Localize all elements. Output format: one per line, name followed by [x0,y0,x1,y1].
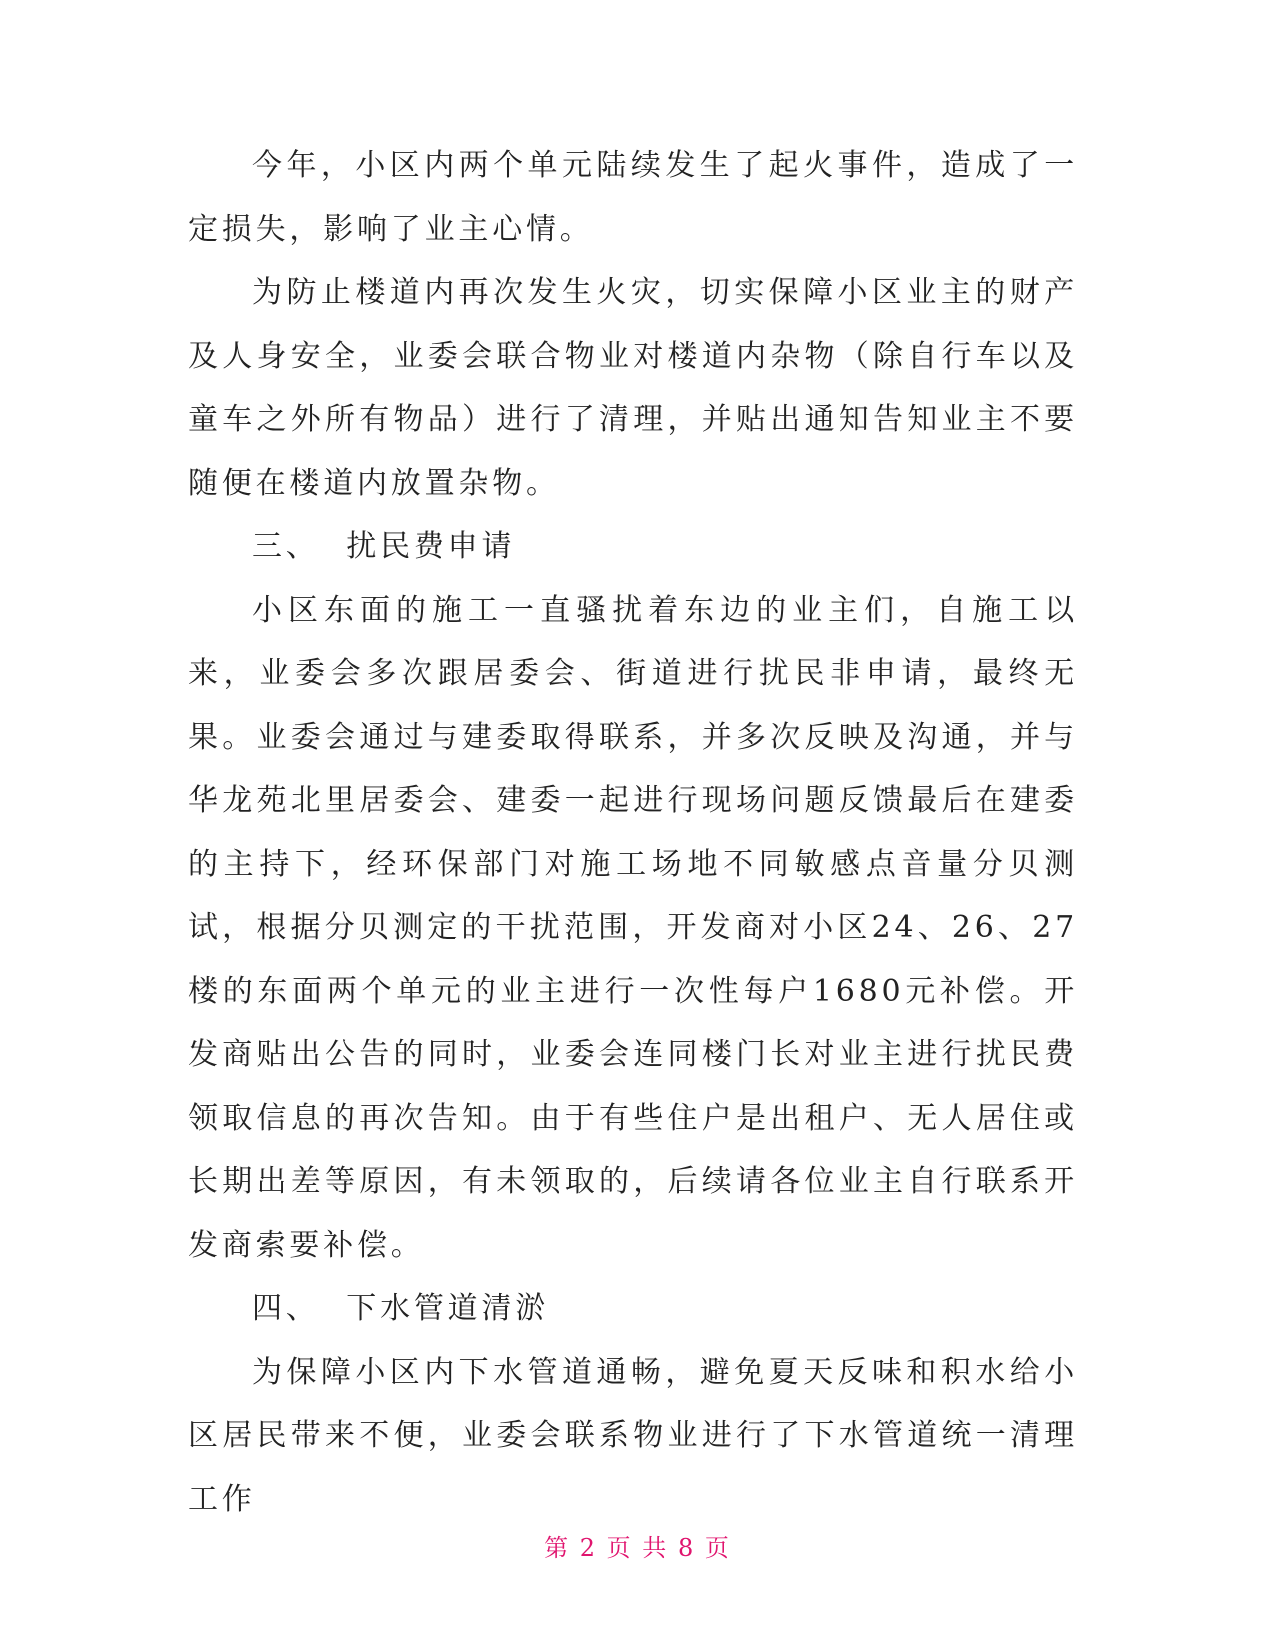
paragraph-fire-incidents: 今年，小区内两个单元陆续发生了起火事件，造成了一定损失，影响了业主心情。 [188,148,1078,247]
paragraph-sewer-cleaning: 为保障小区内下水管道通畅，避免夏天反味和积水给小区居民带来不便，业委会联系物业进行了下水管道统一清理工作 [188,1354,1078,1517]
section-heading-4: 四、 下水管道清淤 [252,1291,550,1326]
section-heading-3: 三、 扰民费申请 [252,529,516,564]
paragraph-corridor-cleanup: 为防止楼道内再次发生火灾，切实保障小区业主的财产及人身安全，业委会联合物业对楼道内杂物（除自行车以及童车之外所有物品）进行了清理，并贴出通知告知业主不要随便在楼道内放置杂物。 [188,275,1078,501]
page-number-footer: 第 2 页 共 8 页 [544,1534,731,1562]
document-body [188,134,1078,1531]
paragraph-disturbance-fee: 小区东面的施工一直骚扰着东边的业主们，自施工以来，业委会多次跟居委会、街道进行扰民非申请，最终无果。业委会通过与建委取得联系，并多次反映及沟通，并与华龙苑北里居委会、建委一起进行现场问题反馈最后在建委的主持下，经环保部门对施工场地不同敏感点音量分贝测试，根据分贝测定的干扰范围，开发商对小区24、26、27楼的东面两个单元的业主进行一次性每户1680元补偿。开发商贴出公告的同时，业委会连同楼门长对业主进行扰民费领取信息的再次告知。由于有些住户是出租户、无人居住或长期出差等原因，有未领取的，后续请各位业主自行联系开发商索要补偿。 [188,592,1078,1263]
